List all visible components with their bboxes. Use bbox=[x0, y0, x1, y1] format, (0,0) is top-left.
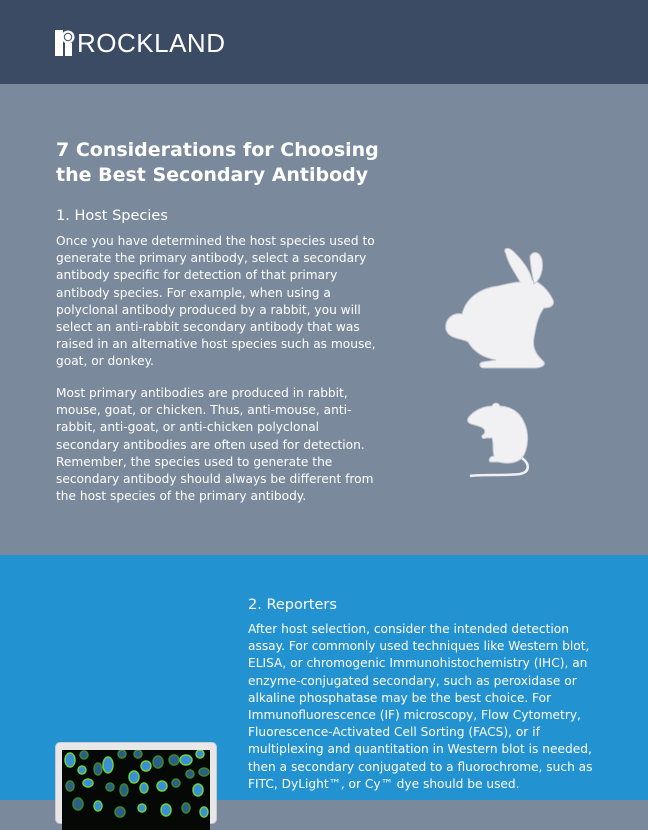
rockland-logo[interactable] bbox=[55, 29, 225, 57]
fluorescence-microscopy-image bbox=[62, 750, 210, 830]
rockland-logo-icon bbox=[55, 30, 75, 56]
header bbox=[0, 0, 648, 84]
reporters-paragraph: After host selection, consider the intended detection assay. For commonly used techniques like Western blot, ELISA, or chromogenic Immunohistochemistry (IHC), an enzyme-conjugated secondary, such as peroxidase or alkaline phosphatase may be the best choice. For Immunofluorescence (IF) microscopy, Flow Cytometry, Fluorescence-Activated Cell Sorting (FACS), or if multiplexing and quantitation in Western blot is needed, then a secondary conjugated to a fluorochrome, such as FITC, DyLight™, or Cy™ dye should be used. bbox=[248, 622, 593, 791]
section-heading-host-species: 1. Host Species bbox=[56, 208, 168, 224]
host-species-paragraph-1: Once you have determined the host species used to generate the primary antibody, select a secondary antibody specific for detection of that primary antibody species. For example, when using a polyclonal antibody produced by a rabbit, you will select an anti-rabbit secondary antibody that was raised in an alternative host species such as mouse, goat, or donkey. bbox=[56, 234, 376, 369]
page-title: 7 Considerations for Choosing the Best Secondary Antibody bbox=[56, 139, 379, 186]
brand-name: ROCKLAND bbox=[77, 28, 226, 58]
fluorescent-cells-icon bbox=[62, 750, 210, 830]
host-species-paragraph-2: Most primary antibodies are produced in rabbit, mouse, goat, or chicken. Thus, anti-mouse, anti-rabbit, anti-goat, or anti-chicken polyclonal secondary antibodies are often used for detection. Remember, the species used to generate the secondary antibody should always be different from the host species of the primary antibody. bbox=[56, 386, 374, 504]
monitor-fluorescence-cells-icon bbox=[56, 743, 216, 823]
rabbit-icon bbox=[444, 246, 574, 370]
section-heading-reporters: 2. Reporters bbox=[248, 597, 337, 613]
mouse-icon bbox=[464, 398, 544, 478]
